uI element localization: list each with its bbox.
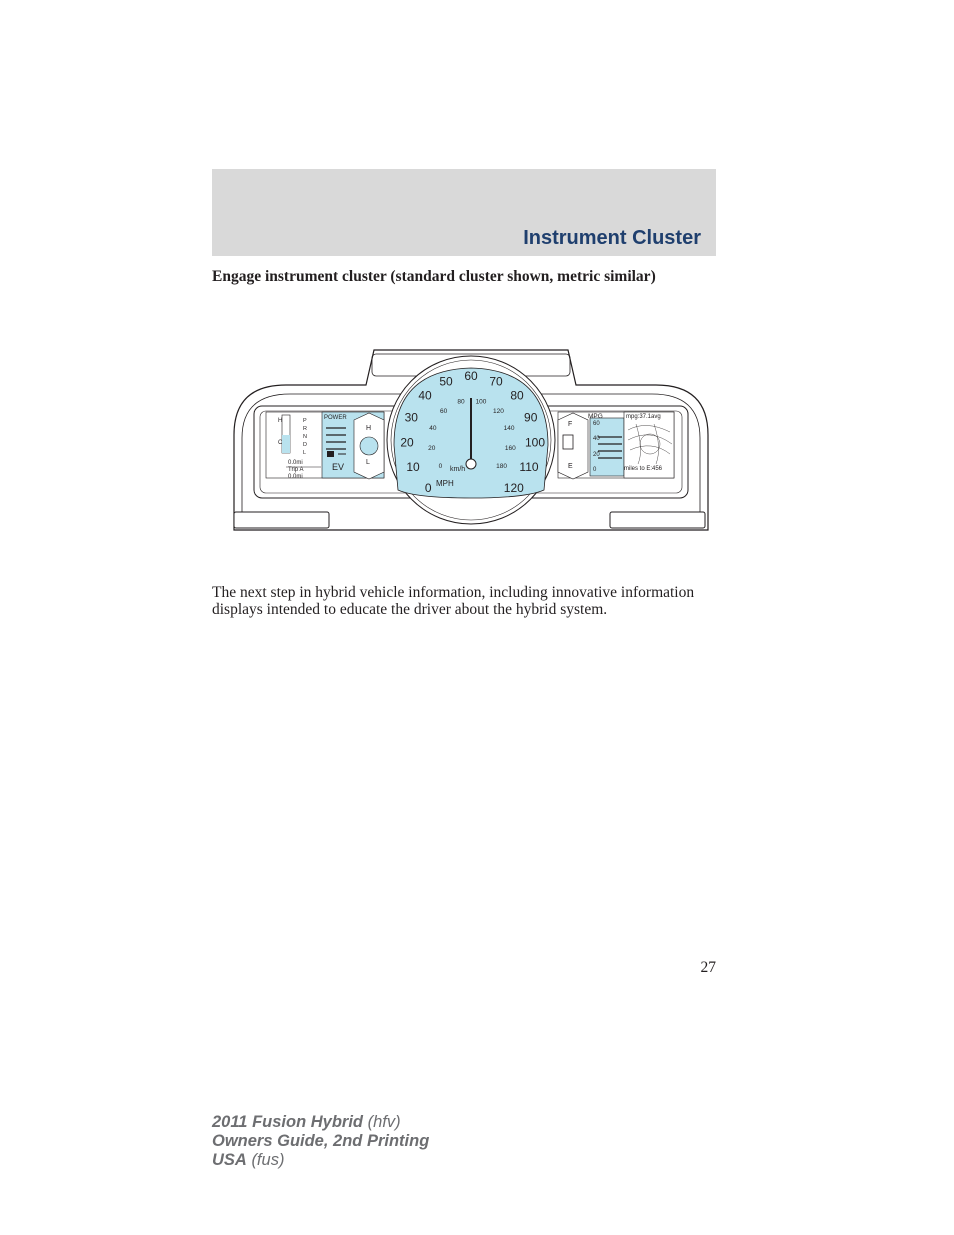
footer-line-1 — [212, 1113, 429, 1132]
gear-d: D — [303, 442, 307, 448]
mph-tick-90: 90 — [524, 410, 538, 425]
mph-tick-70: 70 — [489, 374, 503, 389]
hl-h: H — [366, 425, 372, 432]
footer — [212, 1113, 429, 1170]
footer-line-3 — [212, 1151, 429, 1170]
mpg-avg: mpg:37.1avg — [626, 414, 661, 420]
mph-tick-20: 20 — [400, 435, 414, 450]
gear-r: R — [303, 426, 307, 432]
mpg-tick-20: 20 — [593, 452, 600, 458]
mph-unit: MPH — [436, 479, 454, 488]
footer-guide: Owners Guide, 2nd Printing — [212, 1132, 430, 1150]
needle-hub — [466, 459, 476, 469]
kmh-tick-160: 160 — [504, 445, 516, 452]
kmh-tick-140: 140 — [503, 425, 515, 433]
footer-model: 2011 Fusion Hybrid — [212, 1113, 363, 1131]
fuel-e: E — [568, 463, 573, 470]
footer-market-code: (fus) — [251, 1151, 285, 1169]
mph-tick-80: 80 — [510, 388, 524, 403]
odometer: 0.0mi — [288, 460, 303, 466]
kmh-tick-80: 80 — [457, 398, 465, 406]
gear-n: N — [303, 434, 307, 440]
hl-l: L — [366, 459, 370, 466]
trip-label: Trip A — [288, 467, 304, 473]
miles-to-e: miles to E:456 — [624, 466, 663, 472]
mpg-tick-40: 40 — [593, 436, 600, 442]
mph-tick-110: 110 — [519, 460, 539, 475]
mph-tick-60: 60 — [464, 369, 478, 384]
kmh-tick-0: 0 — [438, 463, 443, 470]
mph-tick-120: 120 — [503, 480, 524, 495]
power-label: POWER — [324, 415, 347, 421]
mph-tick-50: 50 — [439, 374, 453, 389]
temp-c: C — [278, 440, 283, 446]
speedometer — [387, 356, 555, 524]
mpg-tick-60: 60 — [593, 421, 600, 427]
page-number: 27 — [700, 959, 716, 976]
mpg-tick-0: 0 — [593, 467, 597, 473]
instrument-cluster-illustration — [226, 340, 716, 540]
mph-tick-0: 0 — [424, 480, 432, 495]
body-paragraph: The next step in hybrid vehicle information, including innovative information displays intended to educate the driver about the hybrid system. — [212, 584, 695, 618]
kmh-tick-60: 60 — [439, 408, 448, 416]
section-title: Instrument Cluster — [523, 227, 701, 249]
ev-label: EV — [332, 462, 345, 472]
footer-model-code: (hfv) — [367, 1113, 401, 1131]
kmh-unit: km/h — [450, 466, 466, 473]
trip-value: 0.0mi — [288, 474, 303, 480]
mph-tick-40: 40 — [418, 388, 432, 403]
gear-p: P — [303, 418, 307, 424]
temp-h: H — [278, 418, 283, 424]
gear-l: L — [303, 450, 307, 456]
fuel-f: F — [568, 421, 573, 428]
header-band — [212, 169, 716, 256]
figure-heading: Engage instrument cluster (standard cluster shown, metric similar) — [212, 268, 656, 285]
kmh-tick-180: 180 — [496, 463, 508, 470]
mph-tick-30: 30 — [404, 410, 418, 425]
mpg-label: MPG — [588, 413, 603, 420]
mph-tick-100: 100 — [524, 435, 546, 450]
kmh-tick-100: 100 — [475, 398, 487, 406]
kmh-tick-120: 120 — [492, 408, 504, 416]
footer-market: USA — [212, 1151, 247, 1169]
footer-line-2 — [212, 1132, 429, 1151]
mph-tick-10: 10 — [406, 460, 420, 475]
kmh-tick-40: 40 — [429, 425, 437, 433]
kmh-tick-20: 20 — [428, 445, 436, 452]
